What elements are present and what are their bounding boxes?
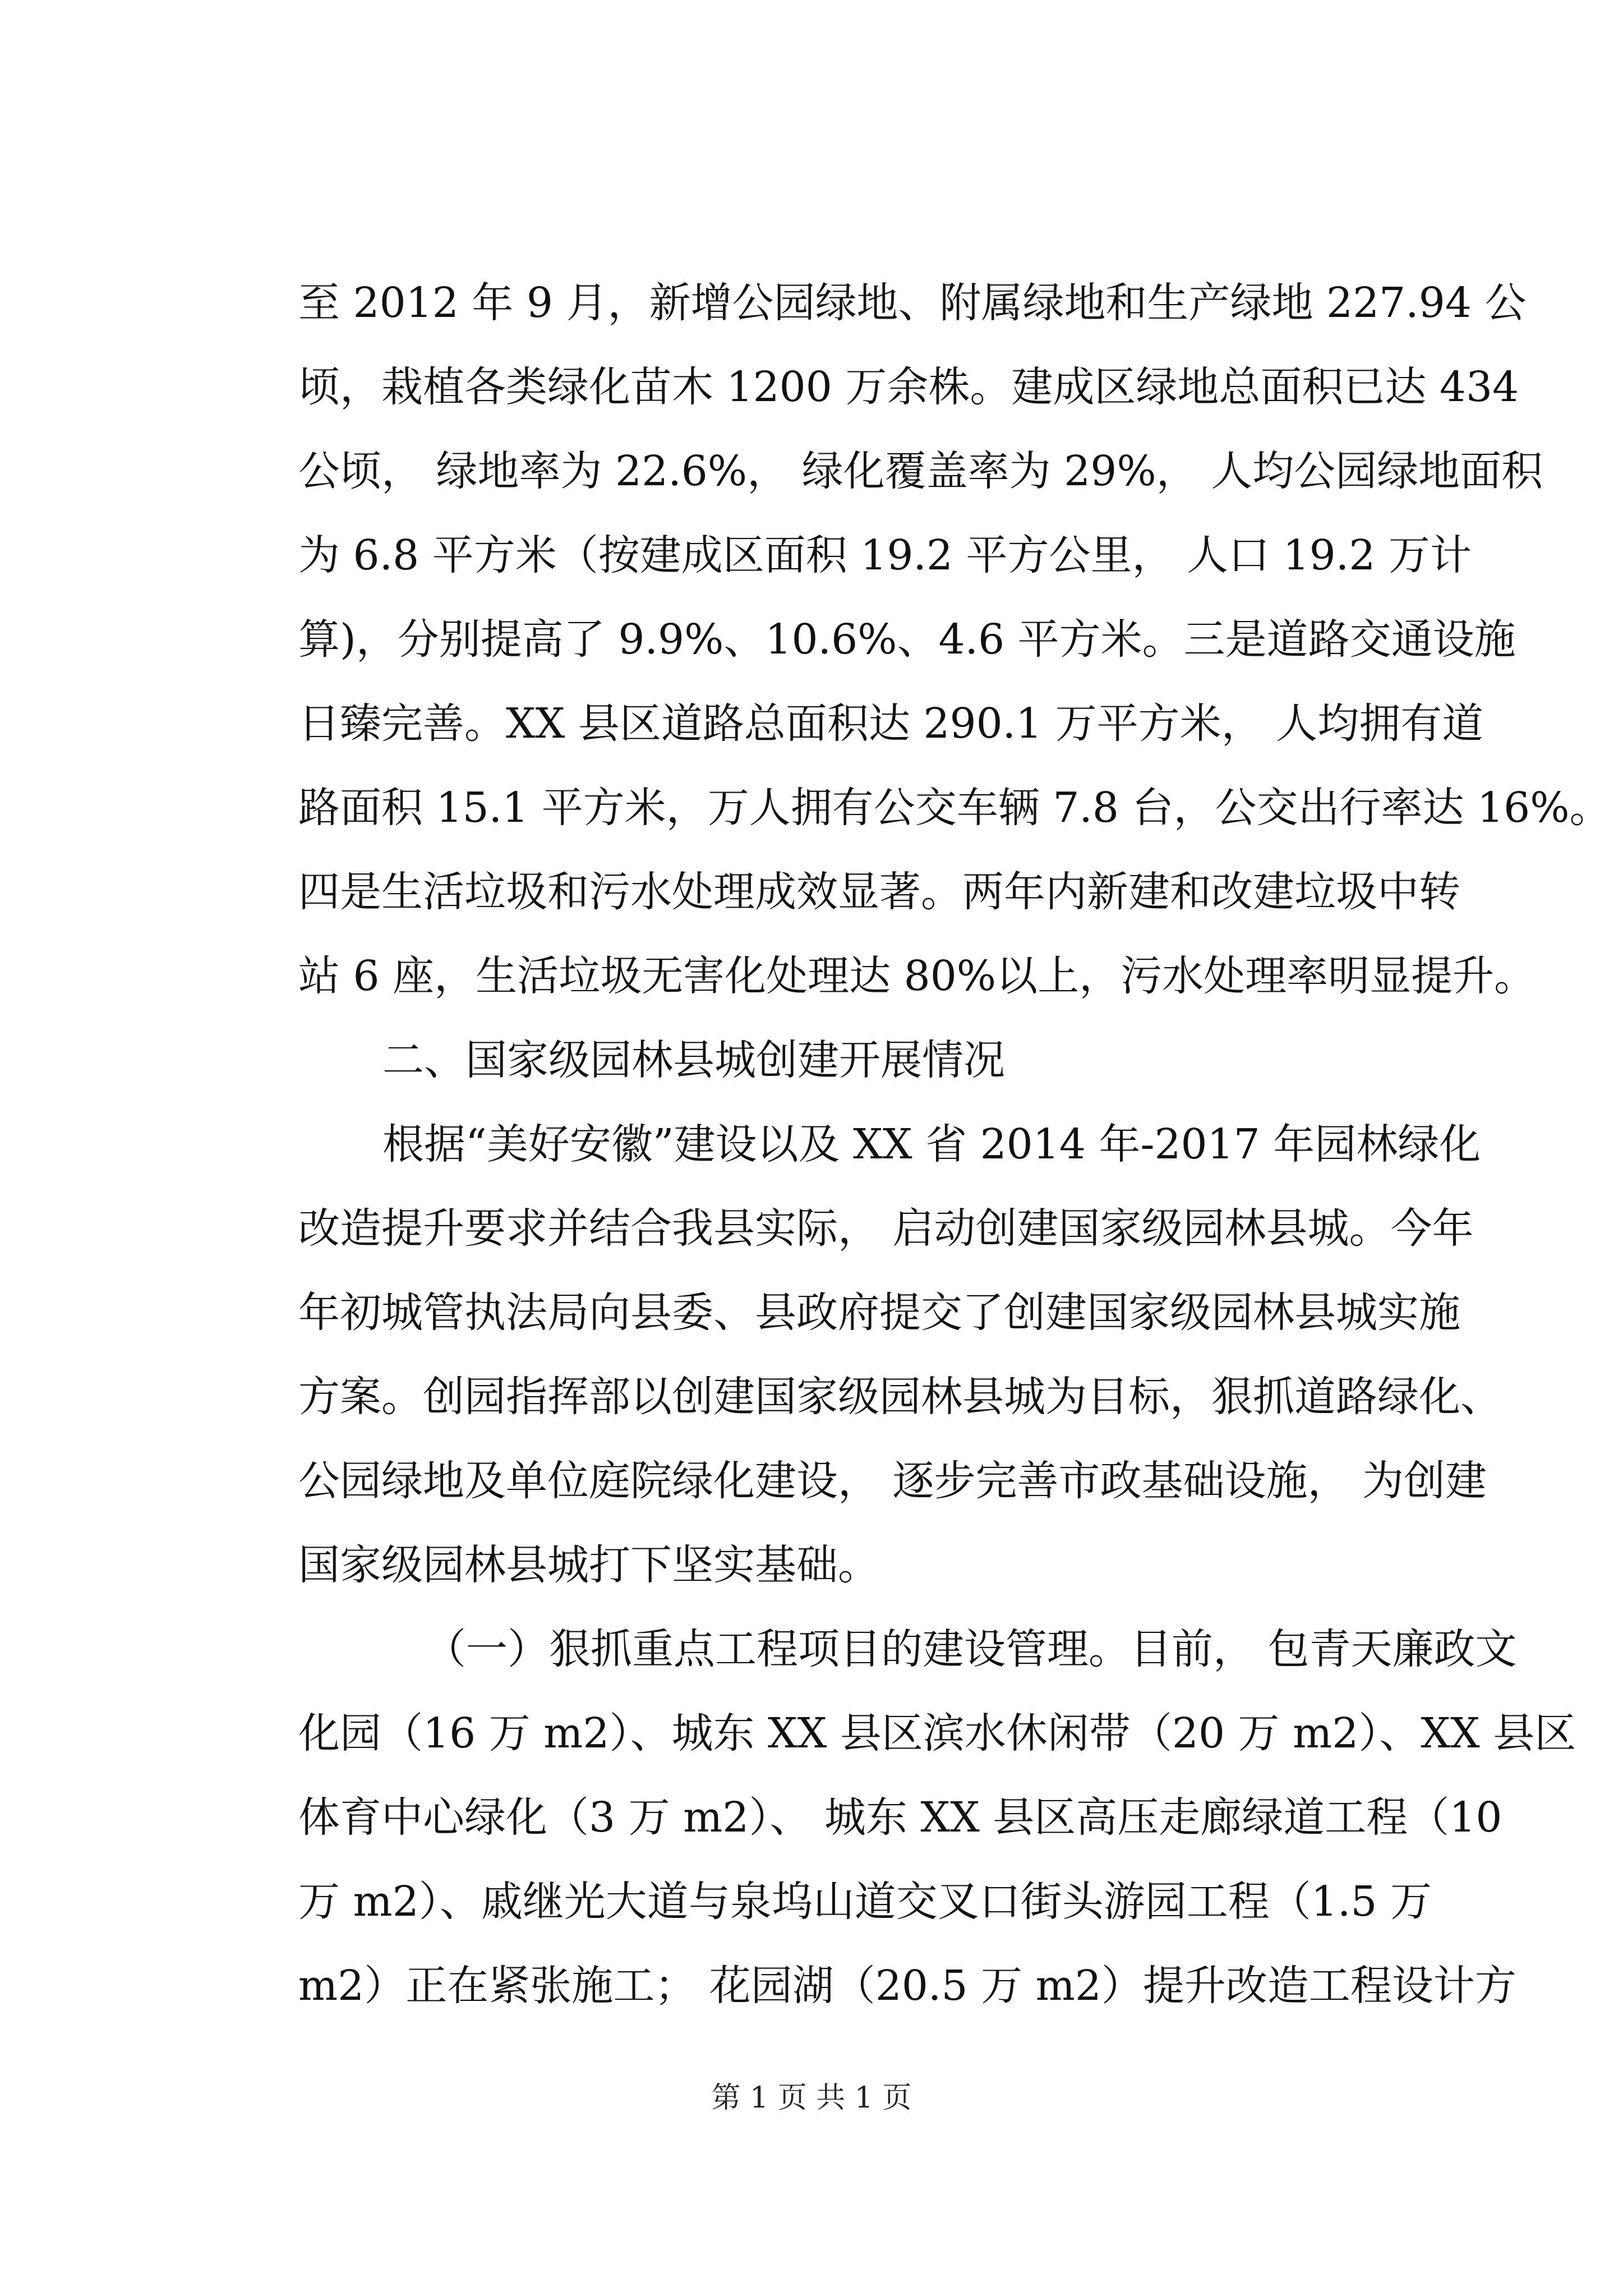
text-line: 万 m2）、戚继光大道与泉坞山道交叉口街头游园工程（1.5 万 <box>298 1878 1432 1926</box>
text-line: 算)，分别提高了 9.9%、10.6%、4.6 平方米。三是道路交通设施 <box>298 615 1516 664</box>
text-line: m2）正在紧张施工； 花园湖（20.5 万 m2）提升改造工程设计方 <box>298 1962 1516 2010</box>
text-line: （一）狠抓重点工程项目的建设管理。目前， 包青天廉政文 <box>425 1625 1517 1673</box>
text-line: 四是生活垃圾和污水处理成效显著。两年内新建和改建垃圾中转 <box>298 868 1460 916</box>
text-line: 改造提升要求并结合我县实际， 启动创建国家级园林县城。今年 <box>298 1204 1474 1253</box>
paragraph-1 <box>298 261 1611 1018</box>
text-line: 体育中心绿化（3 万 m2）、 城东 XX 县区高压走廊绿道工程（10 <box>298 1793 1502 1842</box>
text-line: 根据“美好安徽”建设以及 XX 省 2014 年-2017 年园林绿化 <box>382 1120 1481 1168</box>
paragraph-3 <box>298 1607 1576 2028</box>
paragraph-2 <box>298 1102 1502 1607</box>
text-line: 年初城管执法局向县委、县政府提交了创建国家级园林县城实施 <box>298 1289 1460 1337</box>
text-line: 为 6.8 平方米（按建成区面积 19.2 平方公里， 人口 19.2 万计 <box>298 531 1472 579</box>
text-line: 公顷， 绿地率为 22.6%， 绿化覆盖率为 29%， 人均公园绿地面积 <box>298 447 1543 495</box>
text-line: 至 2012 年 9 月，新增公园绿地、附属绿地和生产绿地 227.94 公 <box>298 279 1527 327</box>
text-line: 顷，栽植各类绿化苗木 1200 万余株。建成区绿地总面积已达 434 <box>298 363 1519 411</box>
text-line: 方案。创园指挥部以创建国家级园林县城为目标，狠抓道路绿化、 <box>298 1373 1502 1421</box>
page-number-footer: 第 1 页 共 1 页 <box>711 2081 912 2115</box>
text-line: 化园（16 万 m2）、城东 XX 县区滨水休闲带（20 万 m2）、XX 县区 <box>298 1709 1576 1757</box>
section-heading: 二、国家级园林县城创建开展情况 <box>382 1036 1005 1084</box>
text-line: 国家级园林县城打下坚实基础。 <box>298 1541 879 1589</box>
text-line: 公园绿地及单位庭院绿化建设， 逐步完善市政基础设施， 为创建 <box>298 1457 1487 1505</box>
text-line: 站 6 座，生活垃圾无害化处理达 80%以上，污水处理率明显提升。 <box>298 952 1536 1000</box>
text-line: 日臻完善。XX 县区道路总面积达 290.1 万平方米， 人均拥有道 <box>298 700 1484 748</box>
document-body <box>298 261 1611 2028</box>
text-line: 路面积 15.1 平方米，万人拥有公交车辆 7.8 台，公交出行率达 16%。 <box>298 784 1611 832</box>
